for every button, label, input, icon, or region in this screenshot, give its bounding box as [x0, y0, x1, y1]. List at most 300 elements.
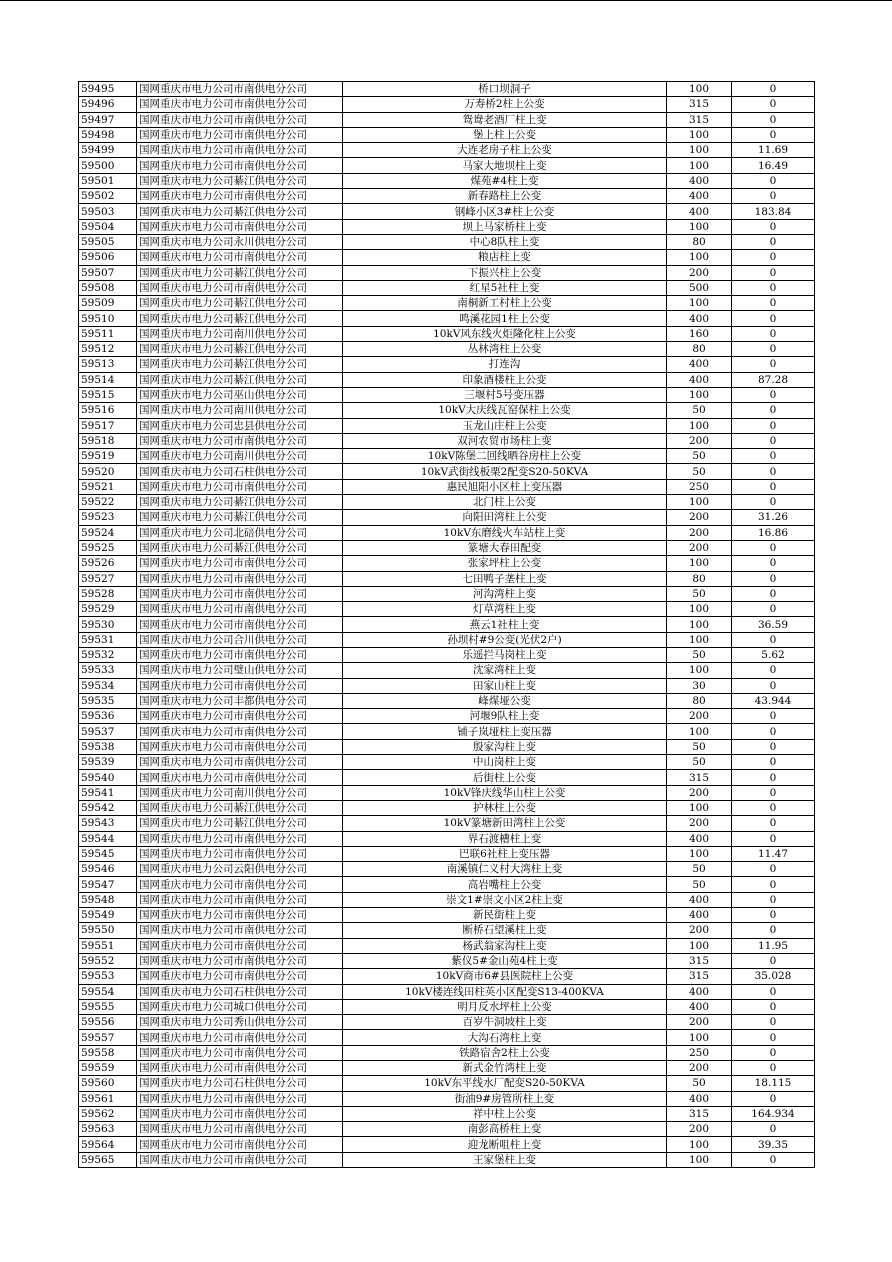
- row-capacity-cell: 80: [667, 342, 732, 357]
- table-row: [79, 632, 815, 647]
- row-org-cell: 国网重庆市电力公司市南供电分公司: [137, 953, 343, 968]
- row-org-cell: 国网重庆市电力公司市南供电分公司: [137, 846, 343, 861]
- row-name-cell: 乐遥拦马岗柱上变: [343, 647, 667, 662]
- row-value-cell: 0: [732, 387, 815, 402]
- row-org-cell: 国网重庆市电力公司市南供电分公司: [137, 755, 343, 770]
- row-name-cell: 鸣溪花园1柱上公变: [343, 311, 667, 326]
- table-row: [79, 816, 815, 831]
- table-row: [79, 1076, 815, 1091]
- row-value-cell: 0: [732, 1061, 815, 1076]
- row-capacity-cell: 250: [667, 1045, 732, 1060]
- row-org-cell: 国网重庆市电力公司市南供电分公司: [137, 112, 343, 127]
- row-name-cell: 杨武翁家沟柱上变: [343, 938, 667, 953]
- row-id-cell: 59559: [79, 1061, 137, 1076]
- row-value-cell: 0: [732, 296, 815, 311]
- row-capacity-cell: 100: [667, 846, 732, 861]
- row-name-cell: 惠民旭阳小区柱上变压器: [343, 479, 667, 494]
- row-name-cell: 田家山柱上变: [343, 678, 667, 693]
- row-capacity-cell: 100: [667, 296, 732, 311]
- table-row: [79, 1061, 815, 1076]
- row-org-cell: 国网重庆市电力公司市南供电分公司: [137, 969, 343, 984]
- table-row: [79, 877, 815, 892]
- table-row: [79, 663, 815, 678]
- row-id-cell: 59560: [79, 1076, 137, 1091]
- row-org-cell: 国网重庆市电力公司綦江供电分公司: [137, 311, 343, 326]
- row-value-cell: 0: [732, 862, 815, 877]
- row-id-cell: 59505: [79, 234, 137, 249]
- table-row: [79, 540, 815, 555]
- row-name-cell: 钢峰小区3#柱上公变: [343, 204, 667, 219]
- row-value-cell: 43.944: [732, 693, 815, 708]
- row-id-cell: 59537: [79, 724, 137, 739]
- row-org-cell: 国网重庆市电力公司市南供电分公司: [137, 923, 343, 938]
- row-value-cell: 0: [732, 724, 815, 739]
- table-row: [79, 800, 815, 815]
- row-id-cell: 59521: [79, 479, 137, 494]
- table-row: [79, 311, 815, 326]
- table-row: [79, 280, 815, 295]
- row-id-cell: 59538: [79, 739, 137, 754]
- row-org-cell: 国网重庆市电力公司城口供电分公司: [137, 999, 343, 1014]
- row-capacity-cell: 50: [667, 449, 732, 464]
- row-id-cell: 59515: [79, 387, 137, 402]
- row-capacity-cell: 100: [667, 82, 732, 97]
- row-capacity-cell: 200: [667, 510, 732, 525]
- row-value-cell: 0: [732, 556, 815, 571]
- row-value-cell: 0: [732, 280, 815, 295]
- row-value-cell: 0: [732, 1152, 815, 1167]
- table-row: [79, 923, 815, 938]
- row-capacity-cell: 100: [667, 632, 732, 647]
- table-row: [79, 143, 815, 158]
- row-capacity-cell: 50: [667, 862, 732, 877]
- row-name-cell: 铺子岚垭柱上变压器: [343, 724, 667, 739]
- row-capacity-cell: 315: [667, 969, 732, 984]
- row-org-cell: 国网重庆市电力公司南川供电分公司: [137, 403, 343, 418]
- row-org-cell: 国网重庆市电力公司市南供电分公司: [137, 556, 343, 571]
- row-capacity-cell: 100: [667, 663, 732, 678]
- table-row: [79, 97, 815, 112]
- row-value-cell: 0: [732, 816, 815, 831]
- row-id-cell: 59500: [79, 158, 137, 173]
- row-id-cell: 59535: [79, 693, 137, 708]
- table-row: [79, 1106, 815, 1121]
- row-name-cell: 双河农贸市场柱上变: [343, 433, 667, 448]
- row-capacity-cell: 100: [667, 724, 732, 739]
- row-name-cell: 中心8队柱上变: [343, 234, 667, 249]
- row-value-cell: 0: [732, 311, 815, 326]
- table-row: [79, 418, 815, 433]
- row-org-cell: 国网重庆市电力公司市南供电分公司: [137, 1122, 343, 1137]
- row-name-cell: 下振兴柱上公变: [343, 265, 667, 280]
- table-row: [79, 571, 815, 586]
- table-row: [79, 173, 815, 188]
- row-org-cell: 国网重庆市电力公司市南供电分公司: [137, 678, 343, 693]
- row-value-cell: 0: [732, 1030, 815, 1045]
- row-value-cell: 0: [732, 433, 815, 448]
- row-value-cell: 0: [732, 984, 815, 999]
- table-row: [79, 127, 815, 142]
- row-value-cell: 0: [732, 173, 815, 188]
- row-value-cell: 0: [732, 755, 815, 770]
- row-capacity-cell: 100: [667, 1152, 732, 1167]
- table-row: [79, 953, 815, 968]
- row-name-cell: 高岩嘴柱上公变: [343, 877, 667, 892]
- row-capacity-cell: 315: [667, 770, 732, 785]
- row-capacity-cell: 200: [667, 540, 732, 555]
- row-id-cell: 59502: [79, 189, 137, 204]
- table-row: [79, 342, 815, 357]
- row-name-cell: 篆塘大春田配变: [343, 540, 667, 555]
- row-org-cell: 国网重庆市电力公司南川供电分公司: [137, 785, 343, 800]
- table-row: [79, 724, 815, 739]
- row-org-cell: 国网重庆市电力公司市南供电分公司: [137, 586, 343, 601]
- table-row: [79, 464, 815, 479]
- table-row: [79, 647, 815, 662]
- row-value-cell: 0: [732, 632, 815, 647]
- row-id-cell: 59520: [79, 464, 137, 479]
- row-capacity-cell: 200: [667, 1122, 732, 1137]
- row-capacity-cell: 400: [667, 908, 732, 923]
- row-name-cell: 街油9#房管所柱上变: [343, 1091, 667, 1106]
- row-capacity-cell: 100: [667, 800, 732, 815]
- row-capacity-cell: 200: [667, 923, 732, 938]
- row-capacity-cell: 100: [667, 127, 732, 142]
- row-value-cell: 11.95: [732, 938, 815, 953]
- row-capacity-cell: 400: [667, 999, 732, 1014]
- row-org-cell: 国网重庆市电力公司市南供电分公司: [137, 908, 343, 923]
- row-value-cell: 0: [732, 265, 815, 280]
- row-id-cell: 59540: [79, 770, 137, 785]
- row-value-cell: 0: [732, 1045, 815, 1060]
- row-name-cell: 殷家沟柱上变: [343, 739, 667, 754]
- row-name-cell: 紫仪5#金山苑4柱上变: [343, 953, 667, 968]
- row-name-cell: 新春路柱上公变: [343, 189, 667, 204]
- row-org-cell: 国网重庆市电力公司市南供电分公司: [137, 831, 343, 846]
- row-org-cell: 国网重庆市电力公司綦江供电分公司: [137, 372, 343, 387]
- row-value-cell: 183.84: [732, 204, 815, 219]
- row-id-cell: 59562: [79, 1106, 137, 1121]
- row-value-cell: 0: [732, 908, 815, 923]
- row-id-cell: 59533: [79, 663, 137, 678]
- table-row: [79, 693, 815, 708]
- table-row: [79, 1122, 815, 1137]
- row-value-cell: 16.49: [732, 158, 815, 173]
- row-org-cell: 国网重庆市电力公司市南供电分公司: [137, 1137, 343, 1152]
- row-id-cell: 59543: [79, 816, 137, 831]
- row-name-cell: 大沟石湾柱上变: [343, 1030, 667, 1045]
- row-id-cell: 59528: [79, 586, 137, 601]
- table-row: [79, 1091, 815, 1106]
- row-org-cell: 国网重庆市电力公司市南供电分公司: [137, 1152, 343, 1167]
- row-value-cell: 0: [732, 953, 815, 968]
- table-row: [79, 112, 815, 127]
- row-name-cell: 祥中柱上公变: [343, 1106, 667, 1121]
- row-org-cell: 国网重庆市电力公司石柱供电分公司: [137, 464, 343, 479]
- row-org-cell: 国网重庆市电力公司市南供电分公司: [137, 479, 343, 494]
- table-row: [79, 892, 815, 907]
- row-org-cell: 国网重庆市电力公司綦江供电分公司: [137, 495, 343, 510]
- row-org-cell: 国网重庆市电力公司市南供电分公司: [137, 127, 343, 142]
- row-org-cell: 国网重庆市电力公司市南供电分公司: [137, 571, 343, 586]
- row-id-cell: 59524: [79, 525, 137, 540]
- table-row: [79, 984, 815, 999]
- table-row: [79, 709, 815, 724]
- row-name-cell: 大连老房子柱上公变: [343, 143, 667, 158]
- row-capacity-cell: 500: [667, 280, 732, 295]
- row-id-cell: 59510: [79, 311, 137, 326]
- table-row: [79, 1152, 815, 1167]
- row-name-cell: 断桥石望溪柱上变: [343, 923, 667, 938]
- row-org-cell: 国网重庆市电力公司市南供电分公司: [137, 617, 343, 632]
- row-id-cell: 59525: [79, 540, 137, 555]
- row-capacity-cell: 50: [667, 739, 732, 754]
- row-id-cell: 59554: [79, 984, 137, 999]
- row-org-cell: 国网重庆市电力公司綦江供电分公司: [137, 342, 343, 357]
- table-row: [79, 938, 815, 953]
- row-name-cell: 新式金竹湾柱上变: [343, 1061, 667, 1076]
- row-value-cell: 0: [732, 831, 815, 846]
- row-value-cell: 0: [732, 678, 815, 693]
- row-id-cell: 59558: [79, 1045, 137, 1060]
- row-id-cell: 59557: [79, 1030, 137, 1045]
- table-body: [79, 82, 815, 1168]
- row-name-cell: 王家堡柱上变: [343, 1152, 667, 1167]
- table-row: [79, 862, 815, 877]
- row-capacity-cell: 50: [667, 403, 732, 418]
- row-value-cell: 0: [732, 540, 815, 555]
- row-capacity-cell: 100: [667, 158, 732, 173]
- table-row: [79, 770, 815, 785]
- row-org-cell: 国网重庆市电力公司石柱供电分公司: [137, 984, 343, 999]
- row-org-cell: 国网重庆市电力公司市南供电分公司: [137, 189, 343, 204]
- row-capacity-cell: 400: [667, 311, 732, 326]
- row-capacity-cell: 100: [667, 387, 732, 402]
- row-capacity-cell: 100: [667, 938, 732, 953]
- row-name-cell: 界石渡槽柱上变: [343, 831, 667, 846]
- row-name-cell: 峰煤垭公变: [343, 693, 667, 708]
- row-name-cell: 堡上柱上公变: [343, 127, 667, 142]
- table-row: [79, 1030, 815, 1045]
- row-name-cell: 10kV楼连线田柱英小区配变S13-400KVA: [343, 984, 667, 999]
- row-name-cell: 河堰9队柱上变: [343, 709, 667, 724]
- row-value-cell: 0: [732, 877, 815, 892]
- row-id-cell: 59565: [79, 1152, 137, 1167]
- row-name-cell: 打连沟: [343, 357, 667, 372]
- row-value-cell: 0: [732, 127, 815, 142]
- row-org-cell: 国网重庆市电力公司永川供电分公司: [137, 234, 343, 249]
- row-org-cell: 国网重庆市电力公司綦江供电分公司: [137, 265, 343, 280]
- row-name-cell: 10kV大庆线瓦窑保柱上公变: [343, 403, 667, 418]
- row-name-cell: 粮店柱上变: [343, 250, 667, 265]
- table-row: [79, 1045, 815, 1060]
- row-value-cell: 0: [732, 495, 815, 510]
- row-value-cell: 0: [732, 418, 815, 433]
- row-name-cell: 护林柱上公变: [343, 800, 667, 815]
- row-capacity-cell: 100: [667, 1137, 732, 1152]
- table-row: [79, 556, 815, 571]
- row-value-cell: 0: [732, 739, 815, 754]
- row-value-cell: 0: [732, 770, 815, 785]
- row-value-cell: 0: [732, 357, 815, 372]
- row-id-cell: 59546: [79, 862, 137, 877]
- row-capacity-cell: 400: [667, 892, 732, 907]
- row-org-cell: 国网重庆市电力公司市南供电分公司: [137, 739, 343, 754]
- row-capacity-cell: 80: [667, 234, 732, 249]
- row-name-cell: 巴联6社柱上变压器: [343, 846, 667, 861]
- row-value-cell: 0: [732, 800, 815, 815]
- row-value-cell: 5.62: [732, 647, 815, 662]
- row-id-cell: 59516: [79, 403, 137, 418]
- row-value-cell: 0: [732, 250, 815, 265]
- row-capacity-cell: 400: [667, 831, 732, 846]
- table-row: [79, 908, 815, 923]
- row-value-cell: 0: [732, 571, 815, 586]
- table-row: [79, 189, 815, 204]
- table-row: [79, 495, 815, 510]
- row-name-cell: 万寿桥2柱上公变: [343, 97, 667, 112]
- row-id-cell: 59504: [79, 219, 137, 234]
- row-org-cell: 国网重庆市电力公司綦江供电分公司: [137, 800, 343, 815]
- row-name-cell: 孙坝村#9公变(光伏2户): [343, 632, 667, 647]
- row-id-cell: 59512: [79, 342, 137, 357]
- row-capacity-cell: 250: [667, 479, 732, 494]
- row-id-cell: 59496: [79, 97, 137, 112]
- row-org-cell: 国网重庆市电力公司綦江供电分公司: [137, 540, 343, 555]
- row-name-cell: 鸳鸯老酒厂柱上变: [343, 112, 667, 127]
- table-row: [79, 999, 815, 1014]
- row-org-cell: 国网重庆市电力公司市南供电分公司: [137, 219, 343, 234]
- row-org-cell: 国网重庆市电力公司璧山供电分公司: [137, 663, 343, 678]
- row-org-cell: 国网重庆市电力公司云阳供电分公司: [137, 862, 343, 877]
- row-name-cell: 向阳田湾柱上公变: [343, 510, 667, 525]
- row-value-cell: 16.86: [732, 525, 815, 540]
- row-id-cell: 59542: [79, 800, 137, 815]
- row-capacity-cell: 400: [667, 357, 732, 372]
- row-capacity-cell: 200: [667, 785, 732, 800]
- row-org-cell: 国网重庆市电力公司市南供电分公司: [137, 280, 343, 295]
- row-org-cell: 国网重庆市电力公司市南供电分公司: [137, 158, 343, 173]
- row-capacity-cell: 315: [667, 953, 732, 968]
- table-row: [79, 433, 815, 448]
- row-value-cell: 0: [732, 326, 815, 341]
- row-name-cell: 三堰村5号变压器: [343, 387, 667, 402]
- row-id-cell: 59544: [79, 831, 137, 846]
- row-value-cell: 87.28: [732, 372, 815, 387]
- row-capacity-cell: 200: [667, 709, 732, 724]
- row-name-cell: 印象酒楼柱上公变: [343, 372, 667, 387]
- row-value-cell: 0: [732, 999, 815, 1014]
- row-value-cell: 0: [732, 403, 815, 418]
- row-org-cell: 国网重庆市电力公司市南供电分公司: [137, 97, 343, 112]
- row-name-cell: 坝上马家桥柱上变: [343, 219, 667, 234]
- row-name-cell: 百岁牛洞坡柱上变: [343, 1015, 667, 1030]
- table-row: [79, 158, 815, 173]
- row-org-cell: 国网重庆市电力公司綦江供电分公司: [137, 816, 343, 831]
- row-name-cell: 红星5社柱上变: [343, 280, 667, 295]
- row-capacity-cell: 50: [667, 1076, 732, 1091]
- row-org-cell: 国网重庆市电力公司綦江供电分公司: [137, 173, 343, 188]
- row-capacity-cell: 400: [667, 1091, 732, 1106]
- row-org-cell: 国网重庆市电力公司市南供电分公司: [137, 433, 343, 448]
- row-capacity-cell: 100: [667, 556, 732, 571]
- row-id-cell: 59551: [79, 938, 137, 953]
- row-capacity-cell: 200: [667, 525, 732, 540]
- row-value-cell: 0: [732, 342, 815, 357]
- row-id-cell: 59509: [79, 296, 137, 311]
- row-id-cell: 59503: [79, 204, 137, 219]
- row-name-cell: 南彭高桥柱上变: [343, 1122, 667, 1137]
- table-row: [79, 449, 815, 464]
- row-capacity-cell: 200: [667, 816, 732, 831]
- row-org-cell: 国网重庆市电力公司綦江供电分公司: [137, 296, 343, 311]
- row-org-cell: 国网重庆市电力公司市南供电分公司: [137, 602, 343, 617]
- row-id-cell: 59527: [79, 571, 137, 586]
- table-row: [79, 846, 815, 861]
- row-name-cell: 玉龙山庄柱上公变: [343, 418, 667, 433]
- row-id-cell: 59522: [79, 495, 137, 510]
- row-id-cell: 59556: [79, 1015, 137, 1030]
- row-value-cell: 18.115: [732, 1076, 815, 1091]
- row-capacity-cell: 50: [667, 586, 732, 601]
- row-capacity-cell: 200: [667, 1015, 732, 1030]
- row-org-cell: 国网重庆市电力公司市南供电分公司: [137, 1106, 343, 1121]
- table-row: [79, 785, 815, 800]
- row-name-cell: 10kV武街线板栗2配变S20-50KVA: [343, 464, 667, 479]
- row-org-cell: 国网重庆市电力公司市南供电分公司: [137, 892, 343, 907]
- row-id-cell: 59507: [79, 265, 137, 280]
- row-name-cell: 七田鸭子垄柱上变: [343, 571, 667, 586]
- row-capacity-cell: 80: [667, 693, 732, 708]
- row-id-cell: 59514: [79, 372, 137, 387]
- row-value-cell: 0: [732, 1091, 815, 1106]
- table-row: [79, 219, 815, 234]
- table-row: [79, 1137, 815, 1152]
- row-name-cell: 桥口坝洞子: [343, 82, 667, 97]
- row-value-cell: 36.59: [732, 617, 815, 632]
- row-id-cell: 59523: [79, 510, 137, 525]
- row-id-cell: 59511: [79, 326, 137, 341]
- row-id-cell: 59517: [79, 418, 137, 433]
- row-org-cell: 国网重庆市电力公司忠县供电分公司: [137, 418, 343, 433]
- row-org-cell: 国网重庆市电力公司合川供电分公司: [137, 632, 343, 647]
- row-org-cell: 国网重庆市电力公司市南供电分公司: [137, 724, 343, 739]
- table-row: [79, 586, 815, 601]
- row-org-cell: 国网重庆市电力公司市南供电分公司: [137, 938, 343, 953]
- row-value-cell: 0: [732, 189, 815, 204]
- row-id-cell: 59561: [79, 1091, 137, 1106]
- row-org-cell: 国网重庆市电力公司市南供电分公司: [137, 1030, 343, 1045]
- row-capacity-cell: 400: [667, 204, 732, 219]
- page-top-border: [0, 0, 892, 1]
- row-id-cell: 59506: [79, 250, 137, 265]
- row-id-cell: 59536: [79, 709, 137, 724]
- row-id-cell: 59499: [79, 143, 137, 158]
- row-capacity-cell: 315: [667, 1106, 732, 1121]
- row-org-cell: 国网重庆市电力公司市南供电分公司: [137, 877, 343, 892]
- row-capacity-cell: 100: [667, 219, 732, 234]
- row-org-cell: 国网重庆市电力公司市南供电分公司: [137, 1091, 343, 1106]
- row-id-cell: 59541: [79, 785, 137, 800]
- row-name-cell: 中山岗柱上变: [343, 755, 667, 770]
- table-row: [79, 755, 815, 770]
- row-capacity-cell: 100: [667, 418, 732, 433]
- row-value-cell: 0: [732, 586, 815, 601]
- row-value-cell: 0: [732, 1015, 815, 1030]
- row-capacity-cell: 50: [667, 464, 732, 479]
- table-row: [79, 1015, 815, 1030]
- row-id-cell: 59495: [79, 82, 137, 97]
